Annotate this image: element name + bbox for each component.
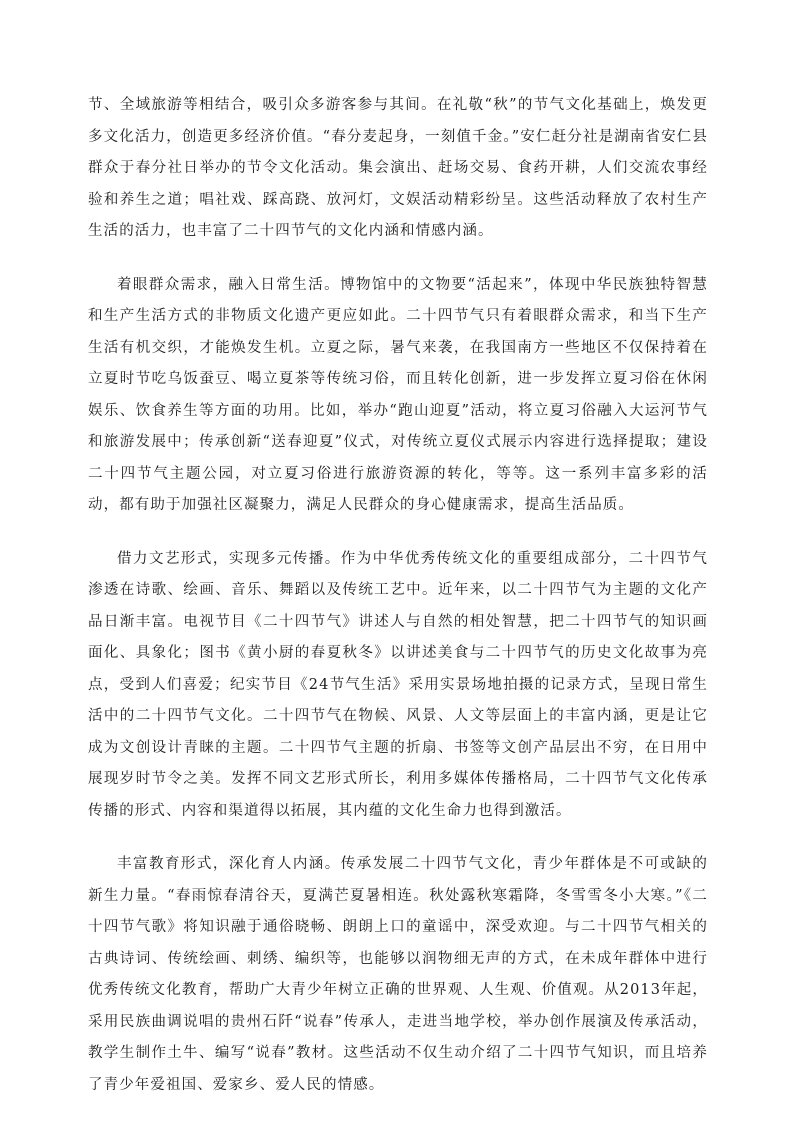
paragraph-art-forms: 借力文艺形式，实现多元传播。作为中华优秀传统文化的重要组成部分，二十四节气渗透在诗歌、绘画、音乐、舞蹈以及传统工艺中。近年来，以二十四节气为主题的文化产品日渐丰富。电视节目《二十四节气》讲述人与自然的相处智慧，把二十四节气的知识画面化、具象化；图书《黄小厨的春夏秋冬》以讲述美食与二十四节气的历史文化故事为亮点，受到人们喜爱；纪实节目《24节气生活》采用实景场地拍摄的记录方式，呈现日常生活中的二十四节气文化。二十四节气在物候、风景、人文等层面上的丰富内涵，更是让它成为文创设计青睐的主题。二十四节气主题的折扇、书签等文创产品层出不穷，在日用中展现岁时节令之美。发挥不同文艺形式所长，利用多媒体传播格局，二十四节气文化传承传播的形式、内容和渠道得以拓展，其内蕴的文化生命力也得到激活。: [88, 550, 708, 819]
paragraph-daily-life: 着眼群众需求，融入日常生活。博物馆中的文物要“活起来”，体现中华民族独特智慧和生产生活方式的非物质文化遗产更应如此。二十四节气只有着眼群众需求，和当下生产生活有机交织，才能焕发生机。立夏之际，暑气来袭，在我国南方一些地区不仅保持着在立夏时节吃乌饭蚕豆、喝立夏茶等传统习俗，而且转化创新，进一步发挥立夏习俗在休闲娱乐、饮食养生等方面的功用。比如，举办“跑山迎夏”活动，将立夏习俗融入大运河节气和旅游发展中；传承创新“送春迎夏”仪式，对传统立夏仪式展示内容进行选择提取；建设二十四节气主题公园，对立夏习俗进行旅游资源的转化，等等。这一系列丰富多彩的活动，都有助于加强社区凝聚力，满足人民群众的身心健康需求，提高生活品质。: [88, 276, 708, 513]
document-body: [88, 90, 708, 1123]
paragraph-education: 丰富教育形式，深化育人内涵。传承发展二十四节气文化，青少年群体是不可或缺的新生力量。“春雨惊春清谷天，夏满芒夏暑相连。秋处露秋寒霜降，冬雪雪冬小大寒。”《二十四节气歌》将知识融于通俗晓畅、朗朗上口的童谣中，深受欢迎。与二十四节气相关的古典诗词、传统绘画、刺绣、编织等，也能够以润物细无声的方式，在未成年群体中进行优秀传统文化教育，帮助广大青少年树立正确的世界观、人生观、价值观。从2013年起，采用民族曲调说唱的贵州石阡“说春”传承人，走进当地学校，举办创作展演及传承活动，教学生制作土牛、编写“说春”教材。这些活动不仅生动介绍了二十四节气知识，而且培养了青少年爱祖国、爱家乡、爱人民的情感。: [88, 856, 708, 1093]
paragraph-continued: 节、全域旅游等相结合，吸引众多游客参与其间。在礼敬“秋”的节气文化基础上，焕发更多文化活力，创造更多经济价值。“春分麦起身，一刻值千金。”安仁赶分社是湖南省安仁县群众于春分社日举办的节令文化活动。集会演出、赶场交易、食药开耕，人们交流农事经验和养生之道；唱社戏、踩高跷、放河灯，文娱活动精彩纷呈。这些活动释放了农村生产生活的活力，也丰富了二十四节气的文化内涵和情感内涵。: [88, 97, 708, 239]
